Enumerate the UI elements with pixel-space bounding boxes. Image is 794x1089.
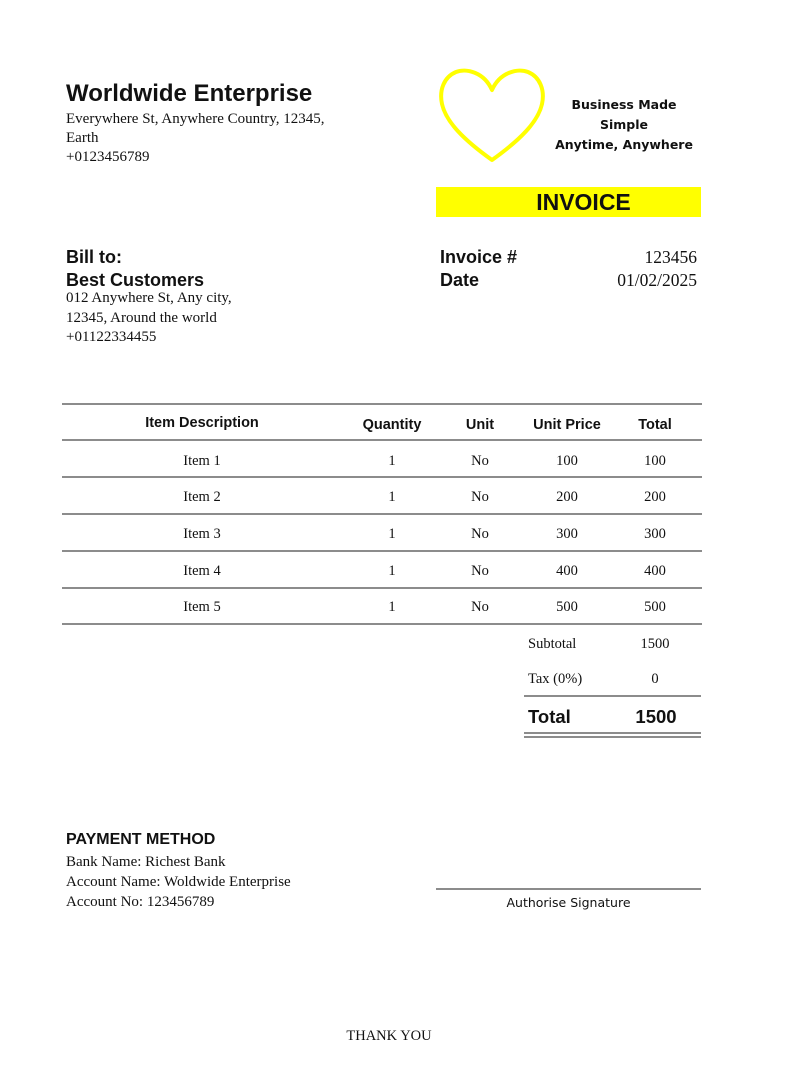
header-unit: Unit — [465, 417, 495, 433]
row-total: 200 — [644, 489, 666, 505]
bank-name: Bank Name: Richest Bank — [66, 854, 226, 870]
total-label: Total — [528, 706, 571, 727]
heart-icon — [436, 66, 548, 164]
invoice-title: INVOICE — [536, 189, 631, 215]
row-total: 400 — [644, 563, 666, 579]
payment-method-heading: PAYMENT METHOD — [66, 831, 216, 848]
row-unit-price: 300 — [556, 526, 578, 542]
company-address-line1: Everywhere St, Anywhere Country, 12345, — [66, 111, 325, 127]
row-unit-price: 100 — [556, 453, 578, 469]
subtotal-value: 1500 — [640, 636, 670, 652]
bill-to-address — [66, 289, 306, 348]
row-unit: No — [471, 489, 489, 505]
tax-label: Tax (0%) — [528, 671, 583, 687]
header-total: Total — [638, 417, 672, 433]
row-unit-price: 400 — [556, 563, 578, 579]
table-rule — [62, 476, 702, 478]
bill-to-heading: Bill to: — [66, 247, 122, 267]
payment-details — [66, 852, 291, 912]
header-quantity: Quantity — [362, 417, 422, 433]
row-quantity: 1 — [388, 453, 396, 469]
bill-to-address-line1: 012 Anywhere St, Any city, — [66, 290, 232, 306]
subtotal-label: Subtotal — [528, 636, 577, 652]
account-number: Account No: 123456789 — [66, 894, 215, 910]
total-value: 1500 — [635, 706, 677, 727]
invoice-date: 01/02/2025 — [617, 270, 697, 290]
company-address-line2: Earth — [66, 130, 99, 146]
table-rule — [62, 587, 702, 589]
bill-to-address-line2: 12345, Around the world — [66, 309, 217, 326]
signature-line — [436, 888, 701, 890]
invoice-number-label: Invoice # — [440, 247, 518, 267]
row-unit: No — [471, 453, 489, 469]
table-rule — [62, 513, 702, 515]
row-description: Item 1 — [183, 453, 221, 469]
signature-label: Authorise Signature — [506, 895, 631, 910]
account-name: Account Name: Woldwide Enterprise — [66, 874, 291, 890]
thank-you-footer: THANK YOU — [346, 1028, 432, 1044]
company-address — [66, 110, 366, 167]
row-unit-price: 500 — [556, 599, 578, 615]
company-name: Worldwide Enterprise — [66, 80, 313, 107]
invoice-title-banner — [436, 187, 701, 217]
bill-to-name: Best Customers — [66, 270, 205, 290]
row-unit: No — [471, 563, 489, 579]
header-unit-price: Unit Price — [533, 417, 601, 433]
row-total: 300 — [644, 526, 666, 542]
row-quantity: 1 — [388, 563, 396, 579]
tagline-line2: Anytime, Anywhere — [555, 137, 693, 152]
row-unit-price: 200 — [556, 489, 578, 505]
header-item-description: Item Description — [145, 415, 259, 431]
invoice-date-label: Date — [440, 270, 480, 290]
row-description: Item 4 — [183, 563, 221, 579]
tagline — [548, 95, 700, 155]
row-total: 100 — [644, 453, 666, 469]
row-quantity: 1 — [388, 526, 396, 542]
row-unit: No — [471, 526, 489, 542]
total-double-rule-bottom — [524, 736, 701, 738]
row-quantity: 1 — [388, 599, 396, 615]
total-double-rule-top — [524, 732, 701, 734]
tax-value: 0 — [651, 671, 659, 687]
row-unit: No — [471, 599, 489, 615]
table-rule — [62, 439, 702, 441]
row-description: Item 3 — [183, 526, 221, 542]
table-rule — [62, 550, 702, 552]
bill-to-phone: +01122334455 — [66, 329, 157, 345]
row-description: Item 2 — [183, 489, 221, 505]
table-rule — [62, 623, 702, 625]
row-total: 500 — [644, 599, 666, 615]
total-rule — [524, 695, 701, 697]
row-quantity: 1 — [388, 489, 396, 505]
invoice-number: 123456 — [644, 247, 697, 267]
tagline-line1: Business Made Simple — [571, 97, 677, 132]
table-rule — [62, 403, 702, 405]
company-phone: +0123456789 — [66, 149, 150, 165]
row-description: Item 5 — [183, 599, 221, 615]
